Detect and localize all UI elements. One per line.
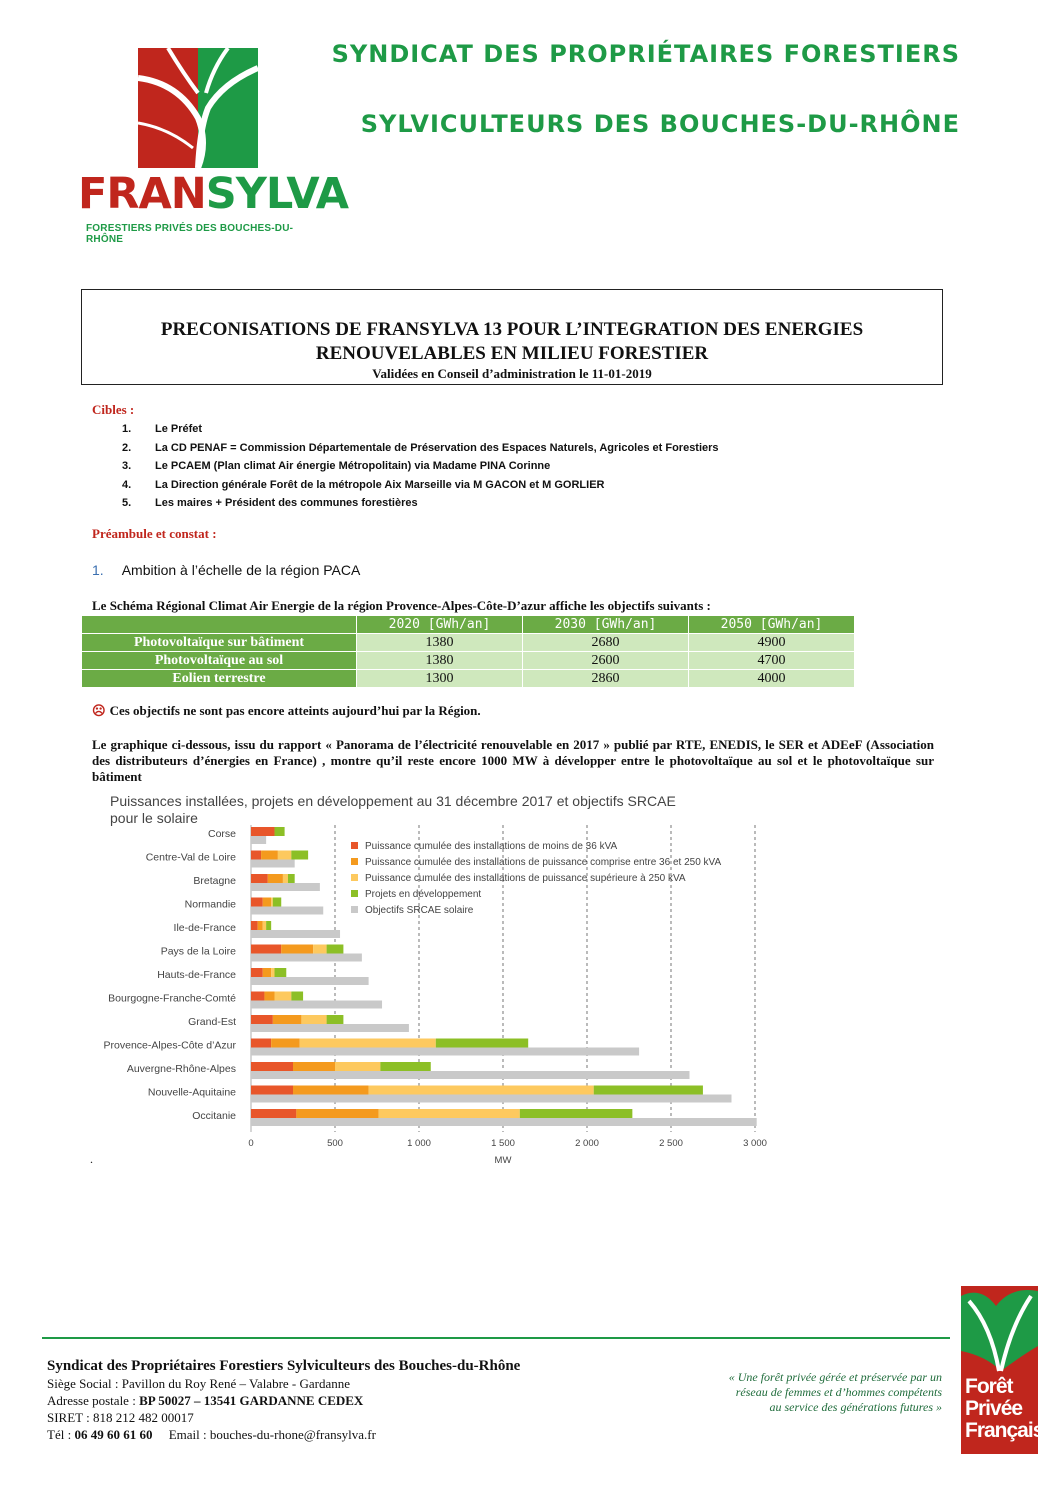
chart-bar-segment — [251, 874, 268, 883]
chart-legend-swatch — [351, 906, 358, 913]
footer-divider — [42, 1337, 950, 1339]
chart-bar-segment — [273, 1015, 302, 1024]
chart-bar-objectif — [251, 1024, 409, 1032]
chart-x-tick-label: 0 — [248, 1138, 254, 1149]
chart-bar-segment — [293, 1086, 369, 1095]
chart-bar-segment — [271, 968, 274, 977]
chart-category-label: Centre-Val de Loire — [145, 851, 236, 864]
chart-bar-objectif — [251, 860, 295, 868]
chart-bar-segment — [296, 1109, 378, 1118]
chart-legend-swatch — [351, 842, 358, 849]
chart-bar-segment — [335, 1062, 380, 1071]
chart-bar-segment — [261, 851, 278, 860]
header-line-2: SYLVICULTEURS DES BOUCHES-DU-RHÔNE — [360, 110, 960, 138]
chart-category-label: Nouvelle-Aquitaine — [147, 1086, 236, 1099]
chart-category-label: Normandie — [184, 898, 236, 911]
chart-title-line: Puissances installées, projets en développement au 31 décembre 2017 et objectifs SRCAE — [110, 793, 676, 809]
chart-category-label: Bretagne — [193, 875, 236, 887]
fransylva-tree-icon — [138, 48, 258, 168]
chart-bar-segment — [301, 1015, 326, 1024]
chart-bar-segment — [271, 898, 273, 907]
footer-contact — [47, 1358, 520, 1443]
chart-bar-segment — [251, 851, 261, 860]
chart-legend-label: Puissance cumulée des installations de puissance comprise entre 36 et 250 kVA — [365, 857, 722, 868]
chart-legend-label: Puissance cumulée des installations de moins de 36 kVA — [365, 841, 618, 852]
chart-bar-objectif — [251, 977, 369, 985]
footer-org-name: Syndicat des Propriétaires Forestiers Sylviculteurs des Bouches-du-Rhône — [47, 1358, 521, 1374]
document-title: PRECONISATIONS DE FRANSYLVA 13 POUR L’INTEGRATION DES ENERGIES RENOUVELABLES EN MILIEU FORESTIER — [160, 319, 864, 364]
chart-title-line: pour le solaire — [110, 810, 198, 826]
list-item: 1. Le Préfet — [122, 423, 203, 435]
objectives-table — [81, 615, 855, 688]
chart-bar-segment — [436, 1039, 528, 1048]
chart-bar-segment — [271, 1039, 300, 1048]
chart-bar-segment — [300, 1039, 436, 1048]
chart-bar-segment — [275, 968, 287, 977]
solar-chart — [93, 790, 773, 1165]
chart-category-label: Occitanie — [192, 1110, 236, 1122]
chart-bar-objectif — [251, 1048, 639, 1056]
chart-x-tick-label: 500 — [327, 1138, 343, 1149]
chart-bar-segment — [263, 921, 266, 930]
chart-legend-label: Projets en développement — [365, 889, 482, 900]
footer-siret: SIRET : 818 212 482 00017 — [47, 1410, 194, 1425]
warning-line: ☹ Ces objectifs ne sont pas encore atteints aujourd’hui par la Région. — [92, 703, 481, 718]
chart-category-label: Pays de la Loire — [160, 945, 236, 958]
footer-adresse: Adresse postale : BP 50027 – 13541 GARDANNE CEDEX — [47, 1393, 364, 1408]
chart-bar-objectif — [251, 836, 266, 844]
cibles-list — [122, 420, 719, 513]
chart-bar-segment — [273, 898, 281, 907]
chart-category-label: Bourgogne-Franche-Comté — [108, 992, 236, 1005]
ambition-heading: 1. Ambition à l’échelle de la région PACA — [92, 562, 361, 578]
chart-bar-segment — [327, 945, 344, 954]
chart-bar-segment — [264, 992, 274, 1001]
chart-bar-segment — [251, 898, 263, 907]
chart-bar-objectif — [251, 954, 362, 962]
chart-bar-segment — [251, 992, 264, 1001]
chart-x-tick-label: 2 500 — [659, 1138, 683, 1149]
chart-bar-objectif — [251, 883, 320, 891]
table-row: Photovoltaïque au sol 1380 2600 4700 — [82, 652, 855, 670]
footer-quote: « Une forêt privée gérée et préservée par un réseau de femmes et d’hommes compétents au service des générations futures » — [728, 1370, 942, 1414]
logo-tagline: FORESTIERS PRIVÉS DES BOUCHES-DU-RHÔNE — [86, 223, 294, 245]
chart-bar-segment — [327, 1015, 344, 1024]
chart-bar-segment — [520, 1109, 633, 1118]
chart-category-label: Corse — [207, 828, 236, 840]
header-line-1: SYNDICAT DES PROPRIÉTAIRES FORESTIERS — [331, 40, 960, 68]
chart-bar-segment — [251, 1015, 273, 1024]
chart-bar-objectif — [251, 1095, 731, 1103]
chart-category-label: Ile-de-France — [173, 922, 236, 934]
solar-chart-svg — [93, 790, 773, 1165]
chart-x-tick-label: 1 000 — [407, 1138, 431, 1149]
chart-category-label: Auvergne-Rhône-Alpes — [126, 1063, 236, 1075]
list-item: 5. Les maires + Président des communes forestières — [122, 497, 418, 509]
chart-x-axis-label: MW — [494, 1155, 512, 1165]
table-header-row: 2020 [GWh/an] 2030 [GWh/an] 2050 [GWh/an] — [82, 616, 855, 634]
chart-legend-swatch — [351, 858, 358, 865]
chart-legend-swatch — [351, 890, 358, 897]
chart-bar-segment — [263, 898, 271, 907]
cibles-heading: Cibles : — [92, 402, 135, 417]
chart-legend-label: Objectifs SRCAE solaire — [365, 905, 474, 916]
chart-bar-objectif — [251, 930, 340, 938]
list-item: 4. La Direction générale Forêt de la métropole Aix Marseille via M GACON et M GORLIER — [122, 478, 605, 491]
chart-x-tick-label: 2 000 — [575, 1138, 599, 1149]
chart-bar-segment — [251, 1039, 271, 1048]
fransylva-logo — [78, 48, 348, 245]
list-item: 3. Le PCAEM (Plan climat Air énergie Métropolitain) via Madame PINA Corinne — [122, 460, 551, 472]
chart-bar-segment — [293, 1062, 335, 1071]
chart-category-label: Hauts-de-France — [157, 969, 236, 981]
fpf-text: Forêt Privée Française — [965, 1375, 1055, 1442]
chart-bar-segment — [268, 874, 283, 883]
chart-bar-segment — [251, 1086, 293, 1095]
chart-bar-objectif — [251, 1118, 757, 1126]
chart-x-tick-label: 3 000 — [743, 1138, 767, 1149]
chart-bar-segment — [369, 1086, 594, 1095]
chart-category-label: Provence-Alpes-Côte d’Azur — [103, 1039, 236, 1052]
chart-legend-swatch — [351, 874, 358, 881]
title-box — [81, 289, 943, 385]
chart-bar-objectif — [251, 1071, 689, 1079]
chart-bar-segment — [251, 1109, 296, 1118]
chart-bar-segment — [288, 874, 295, 883]
chart-bar-segment — [281, 945, 313, 954]
chart-bar-segment — [275, 992, 292, 1001]
chart-bar-objectif — [251, 907, 323, 915]
chart-legend-label: Puissance cumulée des installations de puissance supérieure à 250 kVA — [365, 873, 686, 884]
stray-dot: . — [90, 1152, 93, 1166]
chart-category-label: Grand-Est — [188, 1016, 236, 1028]
footer-siege: Siège Social : Pavillon du Roy René – Valabre - Gardanne — [47, 1376, 351, 1391]
footer-tel-email: Tél : 06 49 60 61 60 Email : bouches-du-rhone@fransylva.fr — [47, 1427, 376, 1442]
sad-face-icon: ☹ — [92, 703, 106, 718]
table-row: Photovoltaïque sur bâtiment 1380 2680 4900 — [82, 634, 855, 652]
table-intro: Le Schéma Régional Climat Air Energie de la région Provence-Alpes-Côte-D’azur affiche les objectifs suivants : — [92, 598, 711, 613]
chart-bar-segment — [283, 874, 288, 883]
chart-x-tick-label: 1 500 — [491, 1138, 515, 1149]
table-row: Eolien terrestre 1300 2860 4000 — [82, 670, 855, 688]
chart-bar-segment — [251, 1062, 293, 1071]
chart-bar-segment — [251, 968, 263, 977]
chart-bar-segment — [251, 827, 275, 836]
list-item: 2. La CD PENAF = Commission Départementale de Préservation des Espaces Naturels, Agricoles et Forestiers — [122, 441, 719, 454]
chart-intro-paragraph: Le graphique ci-dessous, issu du rapport « Panorama de l’électricité renouvelable en 2017 » publié par RTE, ENEDIS, le SER et ADEeF (Association des distributeurs d’énergies en France) , montre qu’il reste encore 1000 MW à développer entre le photovoltaïque au sol et le photovoltaïque sur bâtiment — [92, 737, 934, 784]
chart-bar-segment — [380, 1062, 430, 1071]
chart-bar-objectif — [251, 1001, 382, 1009]
chart-bar-segment — [258, 921, 263, 930]
foret-privee-francaise-logo — [961, 1286, 1055, 1454]
chart-bar-segment — [291, 992, 303, 1001]
logo-wordmark: FRANSYLVA — [78, 169, 348, 219]
chart-bar-segment — [251, 945, 281, 954]
chart-bar-segment — [291, 851, 308, 860]
chart-bar-segment — [251, 921, 258, 930]
preambule-heading: Préambule et constat : — [92, 526, 217, 541]
document-subtitle: Validées en Conseil d’administration le 11-01-2019 — [372, 366, 652, 381]
chart-bar-segment — [266, 921, 271, 930]
chart-bar-segment — [594, 1086, 703, 1095]
chart-bar-segment — [313, 945, 326, 954]
chart-bar-segment — [263, 968, 271, 977]
chart-bar-segment — [278, 851, 291, 860]
chart-bar-segment — [275, 827, 285, 836]
chart-bar-segment — [379, 1109, 520, 1118]
